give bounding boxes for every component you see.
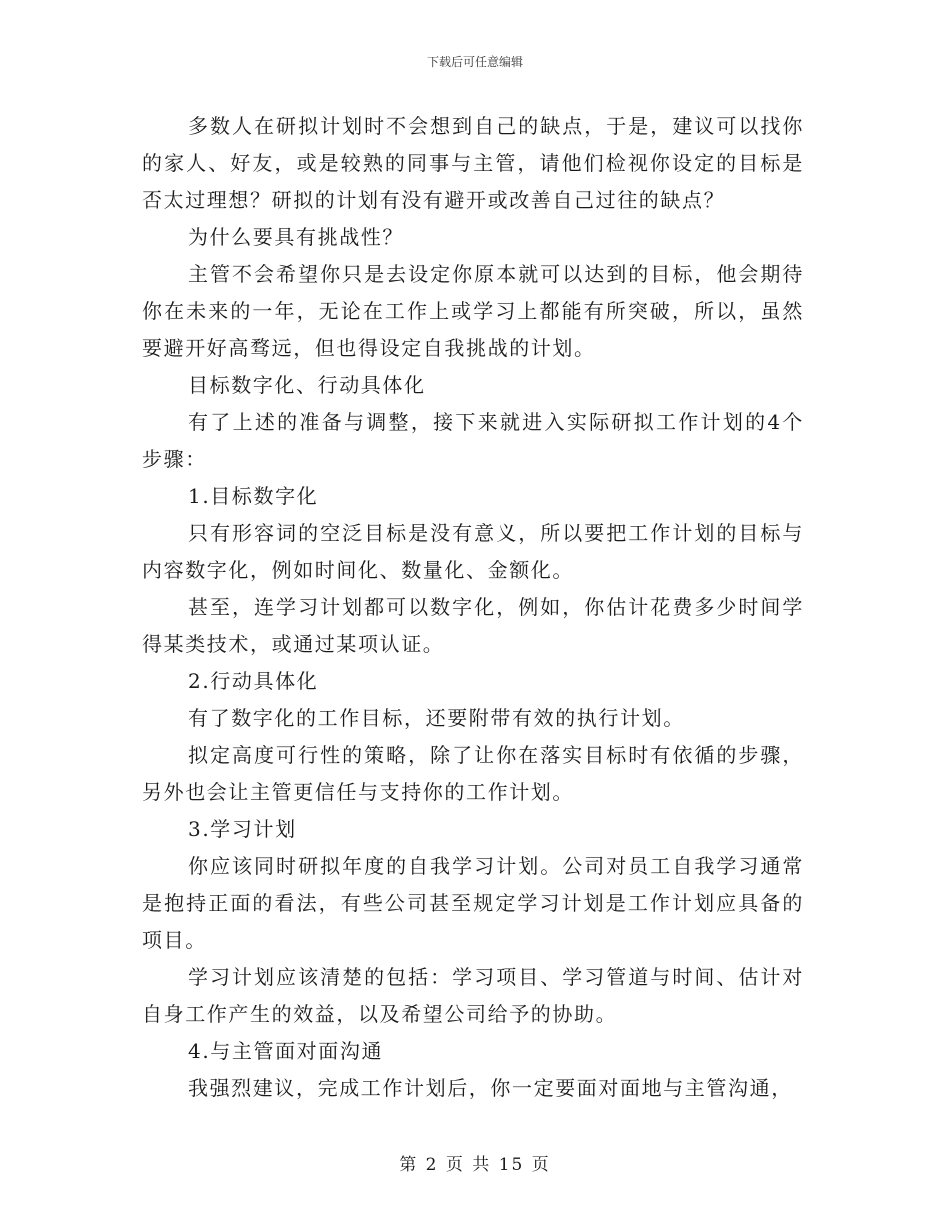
- paragraph-12: 3.学习计划: [188, 817, 297, 841]
- paragraph-15: 4.与主管面对面沟通: [188, 1039, 384, 1063]
- paragraph-2: 为什么要具有挑战性？: [188, 225, 404, 249]
- paragraph-3: 主管不会希望你只是去设定你原本就可以达到的目标，他会期待你在未来的一年，无论在工作上或学习上都能有所突破，所以，虽然要避开好高骛远，但也得设定自我挑战的计划。: [142, 262, 804, 360]
- paragraph-9: 2.行动具体化: [188, 669, 319, 693]
- paragraph-13: 你应该同时研拟年度的自我学习计划。公司对员工自我学习通常是抱持正面的看法，有些公司甚至规定学习计划是工作计划应具备的项目。: [142, 854, 804, 952]
- paragraph-6: 1.目标数字化: [188, 484, 319, 508]
- page-footer: [0, 1154, 950, 1176]
- paragraph-14: 学习计划应该清楚的包括：学习项目、学习管道与时间、估计对自身工作产生的效益，以及希望公司给予的协助。: [142, 965, 804, 1026]
- document-body: [142, 108, 804, 1107]
- paragraph-1: 多数人在研拟计划时不会想到自己的缺点，于是，建议可以找你的家人、好友，或是较熟的同事与主管，请他们检视你设定的目标是否太过理想？研拟的计划有没有避开或改善自己过往的缺点？: [142, 114, 804, 212]
- footer-prefix: 第: [399, 1155, 419, 1175]
- paragraph-4: 目标数字化、行动具体化: [188, 373, 426, 397]
- footer-suffix: 页: [531, 1155, 551, 1175]
- footer-current-page: 2: [425, 1155, 439, 1175]
- paragraph-16: 我强烈建议，完成工作计划后，你一定要面对面地与主管沟通，: [188, 1076, 793, 1100]
- paragraph-8: 甚至，连学习计划都可以数字化，例如，你估计花费多少时间学得某类技术，或通过某项认证。: [142, 595, 804, 656]
- footer-middle: 页 共: [445, 1155, 492, 1175]
- paragraph-7: 只有形容词的空泛目标是没有意义，所以要把工作计划的目标与内容数字化，例如时间化、数量化、金额化。: [142, 521, 804, 582]
- footer-total-pages: 15: [498, 1155, 525, 1175]
- paragraph-11: 拟定高度可行性的策略，除了让你在落实目标时有依循的步骤，另外也会让主管更信任与支持你的工作计划。: [142, 743, 804, 804]
- paragraph-10: 有了数字化的工作目标，还要附带有效的执行计划。: [188, 706, 685, 730]
- paragraph-5: 有了上述的准备与调整，接下来就进入实际研拟工作计划的4个步骤：: [142, 410, 804, 471]
- page-header-note: 下载后可任意编辑: [426, 55, 523, 69]
